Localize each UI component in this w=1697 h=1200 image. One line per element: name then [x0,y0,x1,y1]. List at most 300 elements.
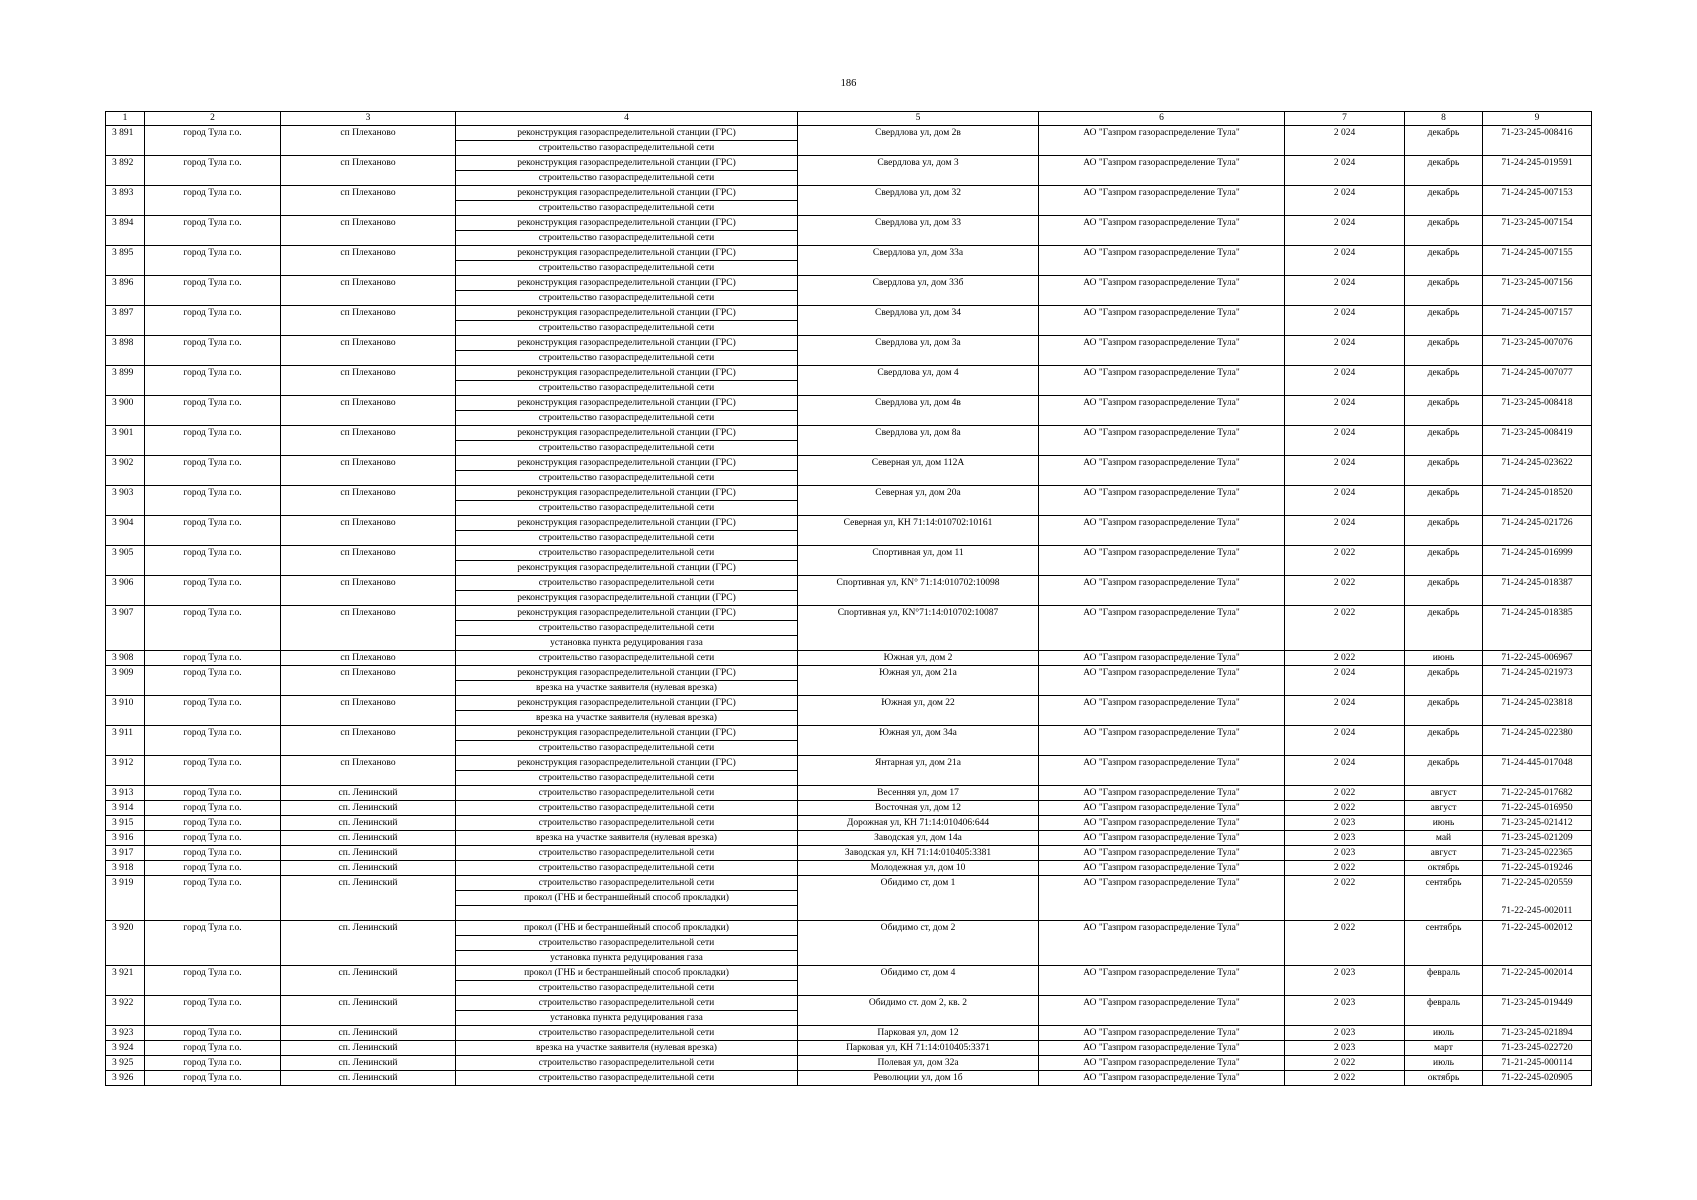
works-cell [456,816,798,831]
year-cell: 2 022 [1285,606,1405,651]
work-item: реконструкция газораспределительной станции (ГРС) [517,518,736,528]
year-cell: 2 024 [1285,756,1405,786]
organization-cell: АО "Газпром газораспределение Тула" [1039,876,1285,921]
code-item: 71-24-245-018385 [1501,608,1573,618]
organization-cell: АО "Газпром газораспределение Тула" [1039,516,1285,546]
city-cell: город Тула г.о. [145,306,281,336]
row-number: 3 898 [106,336,145,366]
month-cell: декабрь [1405,366,1483,396]
year-cell: 2 022 [1285,786,1405,801]
work-item: строительство газораспределительной сети [456,290,797,305]
city-cell: город Тула г.о. [145,786,281,801]
work-item: строительство газораспределительной сети [538,863,715,873]
address-cell: Свердлова ул, дом 32 [798,186,1039,216]
code-cell [1483,516,1592,546]
year-cell: 2 023 [1285,846,1405,861]
row-number: 3 896 [106,276,145,306]
address-cell: Весенняя ул, дом 17 [798,786,1039,801]
address-cell: Свердлова ул, дом 33 [798,216,1039,246]
settlement-cell: сп Плеханово [281,651,456,666]
work-item: строительство газораспределительной сети [456,380,797,395]
works-cell [456,186,798,216]
year-cell: 2 024 [1285,456,1405,486]
work-item: реконструкция газораспределительной станции (ГРС) [517,278,736,288]
code-item: 71-24-245-007153 [1501,188,1573,198]
year-cell: 2 024 [1285,666,1405,696]
code-cell [1483,756,1592,786]
works-cell [456,651,798,666]
settlement-cell: сп Плеханово [281,156,456,186]
month-cell: декабрь [1405,576,1483,606]
settlement-cell: сп Плеханово [281,276,456,306]
code-item [1483,890,1591,904]
organization-cell: АО "Газпром газораспределение Тула" [1039,1056,1285,1071]
table-row [106,396,1592,426]
column-header-8: 8 [1405,112,1483,126]
table-row [106,306,1592,336]
column-header-5: 5 [798,112,1039,126]
code-item: 71-23-245-021209 [1501,833,1573,843]
city-cell: город Тула г.о. [145,606,281,651]
code-cell [1483,696,1592,726]
table-row [106,1071,1592,1086]
code-cell [1483,846,1592,861]
settlement-cell: сп Плеханово [281,126,456,156]
code-item: 71-24-245-021973 [1501,668,1573,678]
address-cell: Северная ул, дом 112А [798,456,1039,486]
month-cell: декабрь [1405,456,1483,486]
works-cell [456,366,798,396]
code-item: 71-23-245-019449 [1501,998,1573,1008]
city-cell: город Тула г.о. [145,651,281,666]
column-header-9: 9 [1483,112,1592,126]
month-cell: июнь [1405,651,1483,666]
row-number: 3 905 [106,546,145,576]
settlement-cell: сп. Ленинский [281,816,456,831]
works-cell [456,966,798,996]
city-cell: город Тула г.о. [145,486,281,516]
work-item: строительство газораспределительной сети [538,653,715,663]
code-item: 71-24-245-007157 [1501,308,1573,318]
month-cell: октябрь [1405,861,1483,876]
organization-cell: АО "Газпром газораспределение Тула" [1039,246,1285,276]
row-number: 3 904 [106,516,145,546]
work-item: прокол (ГНБ и бестраншейный способ прокладки) [524,923,729,933]
work-item: строительство газораспределительной сети [456,740,797,755]
work-item: реконструкция газораспределительной станции (ГРС) [517,488,736,498]
code-item: 71-24-245-023622 [1501,458,1573,468]
settlement-cell: сп. Ленинский [281,1026,456,1041]
year-cell: 2 024 [1285,696,1405,726]
row-number: 3 909 [106,666,145,696]
city-cell: город Тула г.о. [145,921,281,966]
address-cell: Обидимо ст, дом 1 [798,876,1039,921]
row-number: 3 916 [106,831,145,846]
work-item: строительство газораспределительной сети [538,878,715,888]
row-number: 3 917 [106,846,145,861]
row-number: 3 901 [106,426,145,456]
settlement-cell: сп. Ленинский [281,1041,456,1056]
code-cell [1483,276,1592,306]
organization-cell: АО "Газпром газораспределение Тула" [1039,216,1285,246]
city-cell: город Тула г.о. [145,696,281,726]
work-item: строительство газораспределительной сети [456,260,797,275]
city-cell: город Тула г.о. [145,516,281,546]
table-row [106,846,1592,861]
code-cell [1483,126,1592,156]
works-cell [456,216,798,246]
page-number: 186 [840,78,857,89]
row-number: 3 903 [106,486,145,516]
row-number: 3 899 [106,366,145,396]
table-row [106,126,1592,156]
work-item: строительство газораспределительной сети [456,440,797,455]
organization-cell: АО "Газпром газораспределение Тула" [1039,651,1285,666]
city-cell: город Тула г.о. [145,366,281,396]
code-cell [1483,456,1592,486]
code-item: 71-22-245-017682 [1501,788,1573,798]
settlement-cell: сп. Ленинский [281,801,456,816]
organization-cell: АО "Газпром газораспределение Тула" [1039,486,1285,516]
organization-cell: АО "Газпром газораспределение Тула" [1039,921,1285,966]
header-row [106,112,1592,126]
code-cell [1483,396,1592,426]
work-item: реконструкция газораспределительной станции (ГРС) [517,458,736,468]
organization-cell: АО "Газпром газораспределение Тула" [1039,786,1285,801]
table-row [106,156,1592,186]
settlement-cell: сп Плеханово [281,246,456,276]
city-cell: город Тула г.о. [145,456,281,486]
table-row [106,216,1592,246]
row-number: 3 912 [106,756,145,786]
work-item: врезка на участке заявителя (нулевая врезка) [536,1043,717,1053]
work-item: реконструкция газораспределительной станции (ГРС) [517,698,736,708]
code-item: 71-24-245-016999 [1501,548,1573,558]
address-cell: Парковая ул, КН 71:14:010405:3371 [798,1041,1039,1056]
works-cell [456,336,798,366]
work-item: строительство газораспределительной сети [456,410,797,425]
address-cell: Янтарная ул, дом 21а [798,756,1039,786]
work-item: врезка на участке заявителя (нулевая врезка) [456,710,797,725]
city-cell: город Тула г.о. [145,756,281,786]
address-cell: Свердлова ул, дом 3а [798,336,1039,366]
organization-cell: АО "Газпром газораспределение Тула" [1039,546,1285,576]
work-item: реконструкция газораспределительной станции (ГРС) [456,560,797,575]
row-number: 3 906 [106,576,145,606]
table-row [106,1026,1592,1041]
row-number: 3 897 [106,306,145,336]
code-item: 71-23-245-008418 [1501,398,1573,408]
work-item: реконструкция газораспределительной станции (ГРС) [517,728,736,738]
code-cell [1483,921,1592,966]
settlement-cell: сп Плеханово [281,306,456,336]
row-number: 3 926 [106,1071,145,1086]
works-cell [456,1026,798,1041]
organization-cell: АО "Газпром газораспределение Тула" [1039,1026,1285,1041]
settlement-cell: сп Плеханово [281,606,456,651]
table-row [106,801,1592,816]
organization-cell: АО "Газпром газораспределение Тула" [1039,726,1285,756]
code-item: 71-22-245-002012 [1501,923,1573,933]
row-number: 3 919 [106,876,145,921]
work-item: строительство газораспределительной сети [456,530,797,545]
work-item: реконструкция газораспределительной станции (ГРС) [517,158,736,168]
settlement-cell: сп Плеханово [281,366,456,396]
address-cell: Свердлова ул, дом 33а [798,246,1039,276]
code-cell [1483,786,1592,801]
year-cell: 2 024 [1285,336,1405,366]
column-header-6: 6 [1039,112,1285,126]
work-item: строительство газораспределительной сети [538,788,715,798]
table-row [106,861,1592,876]
year-cell: 2 023 [1285,1026,1405,1041]
table-row [106,756,1592,786]
organization-cell: АО "Газпром газораспределение Тула" [1039,831,1285,846]
code-item: 71-22-245-002014 [1501,968,1573,978]
work-item: строительство газораспределительной сети [456,500,797,515]
works-cell [456,126,798,156]
work-item: строительство газораспределительной сети [538,998,715,1008]
address-cell: Северная ул, КН 71:14:010702:10161 [798,516,1039,546]
month-cell: декабрь [1405,546,1483,576]
settlement-cell: сп. Ленинский [281,786,456,801]
work-item: установка пункта редуцирования газа [456,1010,797,1025]
code-item: 71-24-245-018387 [1501,578,1573,588]
month-cell: декабрь [1405,756,1483,786]
city-cell: город Тула г.о. [145,801,281,816]
code-cell [1483,606,1592,651]
settlement-cell: сп Плеханово [281,576,456,606]
city-cell: город Тула г.о. [145,426,281,456]
works-cell [456,696,798,726]
settlement-cell: сп Плеханово [281,486,456,516]
work-item: реконструкция газораспределительной станции (ГРС) [517,248,736,258]
month-cell: декабрь [1405,156,1483,186]
works-cell [456,576,798,606]
code-item: 71-22-245-020559 [1501,878,1573,888]
code-item: 71-23-245-008416 [1501,128,1573,138]
address-cell: Заводская ул, дом 14а [798,831,1039,846]
address-cell: Свердлова ул, дом 2в [798,126,1039,156]
row-number: 3 915 [106,816,145,831]
address-cell: Полевая ул, дом 32а [798,1056,1039,1071]
work-item: строительство газораспределительной сети [456,470,797,485]
work-item: врезка на участке заявителя (нулевая врезка) [456,680,797,695]
settlement-cell: сп Плеханово [281,216,456,246]
code-item: 71-23-245-007156 [1501,278,1573,288]
work-item: строительство газораспределительной сети [456,230,797,245]
code-cell [1483,156,1592,186]
settlement-cell: сп. Ленинский [281,846,456,861]
month-cell: август [1405,846,1483,861]
code-cell [1483,546,1592,576]
month-cell: май [1405,831,1483,846]
month-cell: декабрь [1405,336,1483,366]
row-number: 3 911 [106,726,145,756]
month-cell: сентябрь [1405,921,1483,966]
row-number: 3 891 [106,126,145,156]
organization-cell: АО "Газпром газораспределение Тула" [1039,336,1285,366]
code-item: 71-23-245-008419 [1501,428,1573,438]
code-item: 71-22-245-016950 [1501,803,1573,813]
table-row [106,516,1592,546]
code-item: 71-22-245-019246 [1501,863,1573,873]
settlement-cell: сп. Ленинский [281,996,456,1026]
works-cell [456,1071,798,1086]
table-row [106,651,1592,666]
work-item: строительство газораспределительной сети [456,620,797,635]
code-cell [1483,426,1592,456]
year-cell: 2 022 [1285,1056,1405,1071]
year-cell: 2 023 [1285,996,1405,1026]
year-cell: 2 024 [1285,306,1405,336]
work-item: реконструкция газораспределительной станции (ГРС) [517,308,736,318]
table-row [106,456,1592,486]
works-cell [456,396,798,426]
works-cell [456,456,798,486]
code-item: 71-21-245-000114 [1501,1058,1573,1068]
settlement-cell: сп. Ленинский [281,831,456,846]
month-cell: февраль [1405,966,1483,996]
work-item: реконструкция газораспределительной станции (ГРС) [517,608,736,618]
code-cell [1483,306,1592,336]
year-cell: 2 024 [1285,216,1405,246]
work-item: строительство газораспределительной сети [456,935,797,950]
works-cell [456,246,798,276]
works-cell [456,846,798,861]
city-cell: город Тула г.о. [145,336,281,366]
work-item: строительство газораспределительной сети [456,980,797,995]
table-row [106,426,1592,456]
city-cell: город Тула г.о. [145,966,281,996]
table-row [106,876,1592,921]
year-cell: 2 024 [1285,156,1405,186]
city-cell: город Тула г.о. [145,726,281,756]
work-item: реконструкция газораспределительной станции (ГРС) [456,590,797,605]
row-number: 3 900 [106,396,145,426]
work-item: строительство газораспределительной сети [538,578,715,588]
work-item: строительство газораспределительной сети [538,1073,715,1083]
column-header-7: 7 [1285,112,1405,126]
organization-cell: АО "Газпром газораспределение Тула" [1039,156,1285,186]
table-row [106,606,1592,651]
works-cell [456,831,798,846]
organization-cell: АО "Газпром газораспределение Тула" [1039,801,1285,816]
work-item: строительство газораспределительной сети [456,200,797,215]
month-cell: декабрь [1405,726,1483,756]
work-item: установка пункта редуцирования газа [456,635,797,650]
year-cell: 2 022 [1285,921,1405,966]
work-item: строительство газораспределительной сети [538,848,715,858]
address-cell: Спортивная ул, КN° 71:14:010702:10098 [798,576,1039,606]
city-cell: город Тула г.о. [145,666,281,696]
works-cell [456,861,798,876]
row-number: 3 925 [106,1056,145,1071]
city-cell: город Тула г.о. [145,996,281,1026]
table-row [106,996,1592,1026]
city-cell: город Тула г.о. [145,1026,281,1041]
month-cell: декабрь [1405,486,1483,516]
table-row [106,1056,1592,1071]
city-cell: город Тула г.о. [145,216,281,246]
address-cell: Свердлова ул, дом 4в [798,396,1039,426]
code-item: 71-22-245-020905 [1501,1073,1573,1083]
table-row [106,186,1592,216]
code-item: 71-23-245-007154 [1501,218,1573,228]
organization-cell: АО "Газпром газораспределение Тула" [1039,186,1285,216]
code-cell [1483,576,1592,606]
code-cell [1483,666,1592,696]
code-cell [1483,336,1592,366]
works-cell [456,1041,798,1056]
city-cell: город Тула г.о. [145,876,281,921]
code-cell [1483,726,1592,756]
month-cell: октябрь [1405,1071,1483,1086]
address-cell: Парковая ул, дом 12 [798,1026,1039,1041]
month-cell: июль [1405,1056,1483,1071]
work-item: реконструкция газораспределительной станции (ГРС) [517,128,736,138]
organization-cell: АО "Газпром газораспределение Тула" [1039,666,1285,696]
work-item: строительство газораспределительной сети [456,320,797,335]
address-cell: Южная ул, дом 34а [798,726,1039,756]
settlement-cell: сп Плеханово [281,756,456,786]
code-cell [1483,1026,1592,1041]
table-row [106,276,1592,306]
code-cell [1483,876,1592,921]
work-item: строительство газораспределительной сети [538,1058,715,1068]
month-cell: март [1405,1041,1483,1056]
work-item: установка пункта редуцирования газа [456,950,797,965]
column-header-2: 2 [145,112,281,126]
settlement-cell: сп. Ленинский [281,1056,456,1071]
settlement-cell: сп Плеханово [281,426,456,456]
year-cell: 2 022 [1285,1071,1405,1086]
month-cell: февраль [1405,996,1483,1026]
settlement-cell: сп. Ленинский [281,966,456,996]
row-number: 3 921 [106,966,145,996]
city-cell: город Тула г.о. [145,1056,281,1071]
code-cell [1483,1056,1592,1071]
city-cell: город Тула г.о. [145,1071,281,1086]
row-number: 3 923 [106,1026,145,1041]
table-row [106,831,1592,846]
month-cell: декабрь [1405,186,1483,216]
code-cell [1483,1041,1592,1056]
code-cell [1483,366,1592,396]
address-cell: Южная ул, дом 21а [798,666,1039,696]
address-cell: Свердлова ул, дом 3 [798,156,1039,186]
month-cell: сентябрь [1405,876,1483,921]
table-row [106,486,1592,516]
month-cell: декабрь [1405,126,1483,156]
code-item: 71-24-245-007155 [1501,248,1573,258]
address-cell: Спортивная ул, дом 11 [798,546,1039,576]
year-cell: 2 024 [1285,246,1405,276]
table-row [106,786,1592,801]
table-row [106,366,1592,396]
organization-cell: АО "Газпром газораспределение Тула" [1039,606,1285,651]
address-cell: Молодежная ул, дом 10 [798,861,1039,876]
works-cell [456,426,798,456]
row-number: 3 920 [106,921,145,966]
month-cell: декабрь [1405,666,1483,696]
settlement-cell: сп Плеханово [281,186,456,216]
table-row [106,336,1592,366]
works-cell [456,306,798,336]
work-item: строительство газораспределительной сети [538,818,715,828]
work-item: реконструкция газораспределительной станции (ГРС) [517,338,736,348]
works-cell [456,516,798,546]
